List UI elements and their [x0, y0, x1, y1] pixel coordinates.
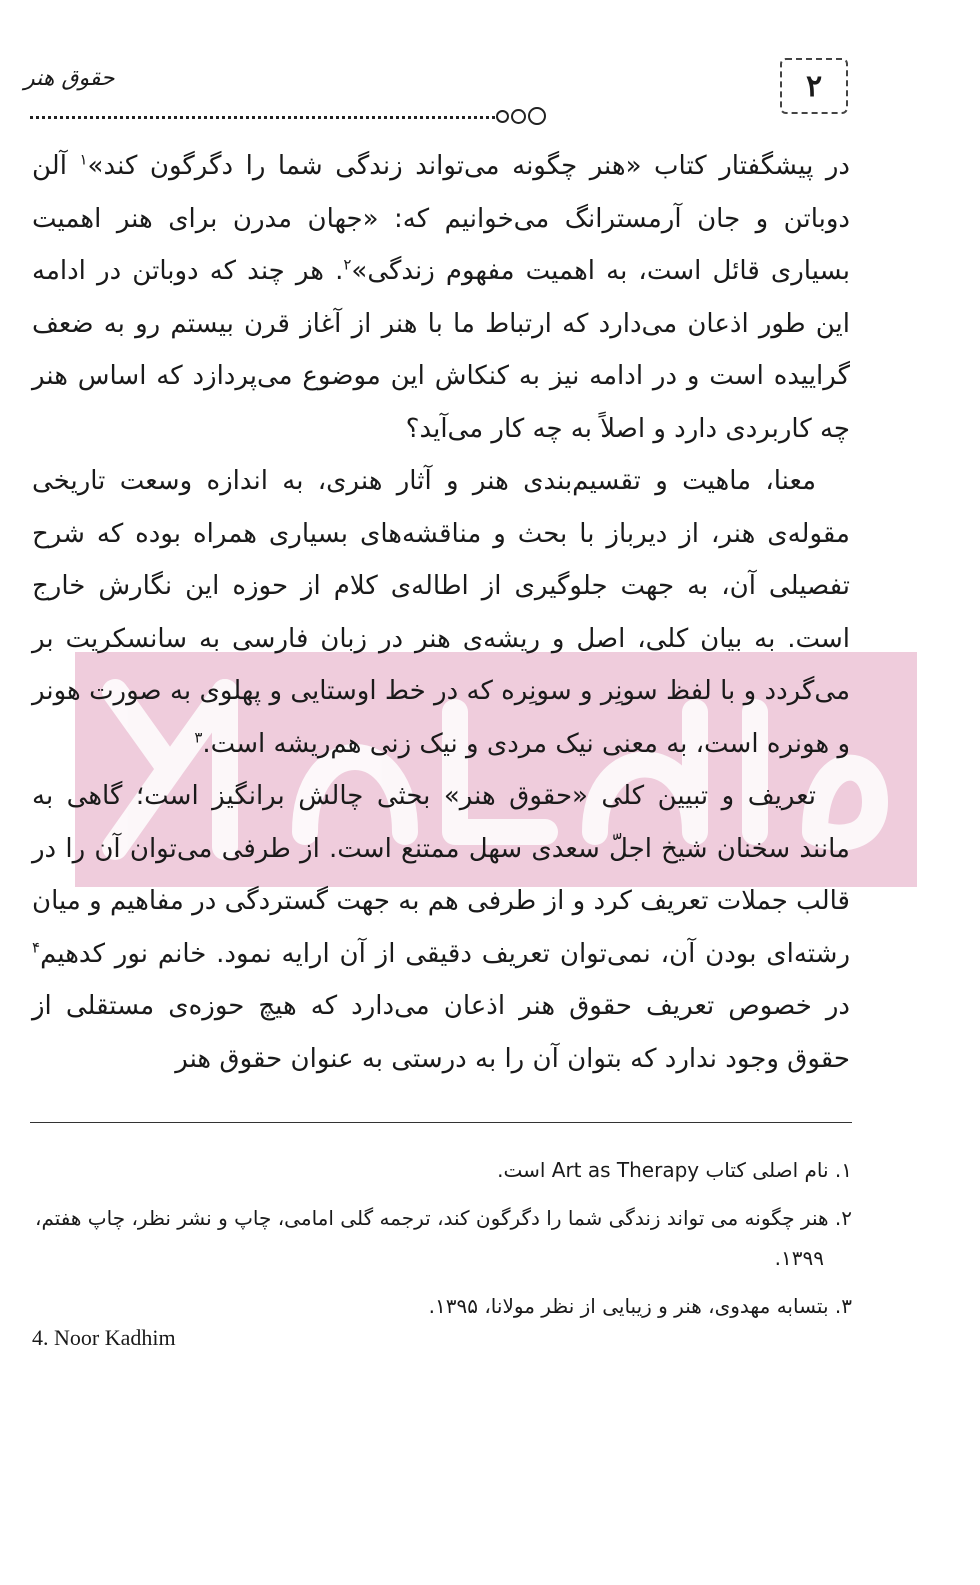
- paragraph-text: . هر چند که دوباتن در ادامه این طور اذعان می‌دارد که ارتباط ما با هنر از آغاز قرن بیستم رو به ضعف گراییده است و در ادامه نیز به کنکاش این موضوع می‌پردازد که اساس هنر چه کاربردی دارد و اصلاً به چه کار می‌آید؟: [32, 256, 850, 444]
- footnote-marker: ۳: [194, 727, 203, 746]
- paragraph: [32, 455, 850, 770]
- footnote-marker: ۱: [79, 150, 88, 169]
- footnote-marker: ۲: [343, 255, 352, 274]
- paragraph-text: در خصوص تعریف حقوق هنر اذعان می‌دارد که هیچ حوزه‌ی مستقلی از حقوق وجود ندارد که بتوان آن را به درستی به عنوان حقوق هنر: [32, 991, 850, 1074]
- ornament-circle-medium: [511, 109, 526, 124]
- ornament-circle-small: [496, 110, 509, 123]
- footnote-4: 4. Noor Kadhim: [32, 1325, 176, 1350]
- page-number-text: ۲: [805, 68, 823, 104]
- paragraph: [32, 140, 850, 455]
- body-text: [32, 140, 850, 1085]
- header-ornament: [496, 107, 546, 125]
- paragraph-text: معنا، ماهیت و تقسیم‌بندی هنر و آثار هنری، به اندازه وسعت تاریخی مقوله‌ی هنر، از دیرباز با بحث و مناقشه‌های بسیاری همراه بوده که شرح تفصیلی آن، به جهت جلوگیری از اطاله‌ی کلام از حوزه این نگارش خارج است. به بیان کلی، اصل و ریشه‌ی هنر در زبان فارسی به سانسکریت بر می‌گردد و با لفظ سونِر و سونِره که در خط اوستایی و پهلوی به صورت هونر و هونره است، به معنی نیک مردی و نیک زنی هم‌ریشه است.: [32, 466, 850, 759]
- footnote-1: ۱. نام اصلی کتاب Art as Therapy است.: [497, 1158, 852, 1182]
- header-dotted-rule: [30, 116, 495, 119]
- paragraph-text: تعریف و تبیین کلی «حقوق هنر» بحثی چالش برانگیز است؛ گاهی به مانند سخنان شیخ اجلّ سعدی سهل ممتنع است. از طرفی می‌توان آن را در قالب جملات تعریف کرد و از طرفی هم به جهت گستردگی در مفاهیم و میان رشته‌ای بودن آن، نمی‌توان تعریف دقیقی از آن ارایه نمود. خانم نور کدهیم: [32, 781, 850, 969]
- paragraph: [32, 770, 850, 1085]
- paragraph-text: در پیشگفتار کتاب «هنر چگونه می‌تواند زندگی شما را دگرگون کند»: [87, 151, 850, 181]
- ornament-circle-large: [528, 107, 546, 125]
- footnote-marker: ۴: [32, 937, 41, 956]
- footnotes: [30, 1150, 852, 1334]
- footnote-rule: [30, 1122, 852, 1123]
- page-number: [780, 58, 848, 114]
- paragraph-text: آلن دوباتن و جان آرمسترانگ می‌خوانیم که: «جهان مدرن برای هنر اهمیت بسیاری قائل است، به اهمیت مفهوم زندگی»: [32, 151, 851, 286]
- footnote-3: ۳. بتسابه مهدوی، هنر و زیبایی از نظر مولانا، ۱۳۹۵.: [428, 1294, 852, 1318]
- footnote-2: ۲. هنر چگونه می تواند زندگی شما را دگرگون کند، ترجمه گلی امامی، چاپ و نشر نظر، چاپ هفتم، ۱۳۹۹.: [34, 1206, 852, 1270]
- running-title: حقوق هنر: [24, 66, 115, 91]
